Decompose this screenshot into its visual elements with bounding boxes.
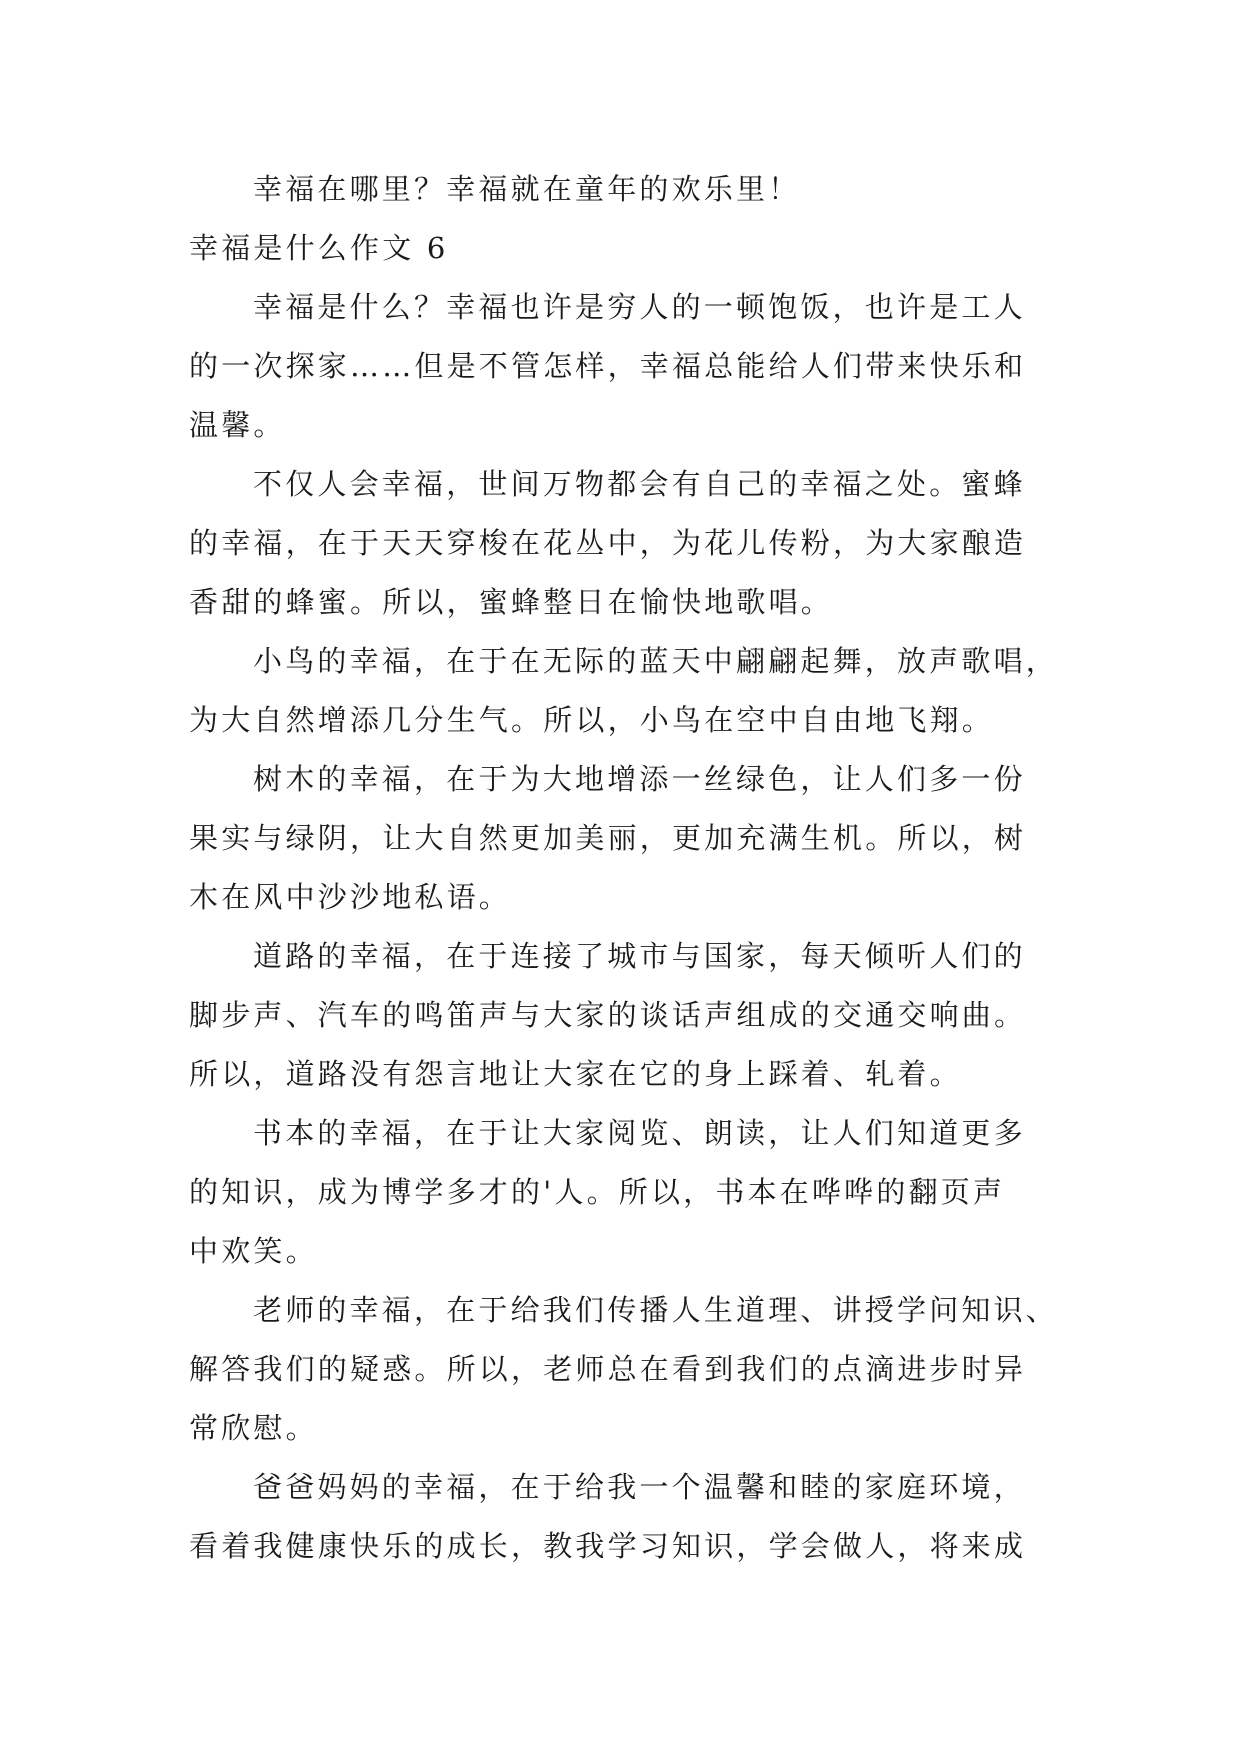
paragraph-line: 为大自然增添几分生气。所以，小鸟在空中自由地飞翔。 xyxy=(189,703,995,737)
paragraph-line: 树木的幸福，在于为大地增添一丝绿色，让人们多一份 xyxy=(253,762,1026,796)
paragraph-line: 温馨。 xyxy=(189,408,286,442)
paragraph-line: 幸福在哪里？幸福就在童年的欢乐里！ xyxy=(253,172,801,206)
paragraph-line: 的一次探家……但是不管怎样，幸福总能给人们带来快乐和 xyxy=(189,349,1027,383)
paragraph-line: 解答我们的疑惑。所以，老师总在看到我们的点滴进步时异 xyxy=(189,1352,1027,1386)
paragraph-line: 看着我健康快乐的成长，教我学习知识，学会做人，将来成 xyxy=(189,1529,1027,1563)
paragraph-line: 果实与绿阴，让大自然更加美丽，更加充满生机。所以，树 xyxy=(189,821,1027,855)
section-heading: 幸福是什么作文 6 xyxy=(189,231,449,265)
paragraph-line: 小鸟的幸福，在于在无际的蓝天中翩翩起舞，放声歌唱， xyxy=(253,644,1059,678)
paragraph-line: 常欣慰。 xyxy=(189,1411,318,1445)
document-body xyxy=(189,160,1069,1576)
paragraph-line: 中欢笑。 xyxy=(189,1234,318,1268)
paragraph-line: 不仅人会幸福，世间万物都会有自己的幸福之处。蜜蜂 xyxy=(253,467,1026,501)
paragraph-line: 老师的幸福，在于给我们传播人生道理、讲授学问知识、 xyxy=(253,1293,1059,1327)
paragraph-line: 书本的幸福，在于让大家阅览、朗读，让人们知道更多 xyxy=(253,1116,1026,1150)
paragraph-line: 香甜的蜂蜜。所以，蜜蜂整日在愉快地歌唱。 xyxy=(189,585,834,619)
paragraph-line: 爸爸妈妈的幸福，在于给我一个温馨和睦的家庭环境， xyxy=(253,1470,1026,1504)
paragraph-line: 幸福是什么？幸福也许是穷人的一顿饱饭，也许是工人 xyxy=(253,290,1026,324)
paragraph-line: 木在风中沙沙地私语。 xyxy=(189,880,512,914)
paragraph-line: 道路的幸福，在于连接了城市与国家，每天倾听人们的 xyxy=(253,939,1026,973)
paragraph-line: 脚步声、汽车的鸣笛声与大家的谈话声组成的交通交响曲。 xyxy=(189,998,1027,1032)
paragraph-line: 所以，道路没有怨言地让大家在它的身上踩着、轧着。 xyxy=(189,1057,962,1091)
paragraph-line: 的幸福，在于天天穿梭在花丛中，为花儿传粉，为大家酿造 xyxy=(189,526,1027,560)
paragraph-line: 的知识，成为博学多才的'人。所以，书本在哗哗的翻页声 xyxy=(189,1175,1006,1209)
